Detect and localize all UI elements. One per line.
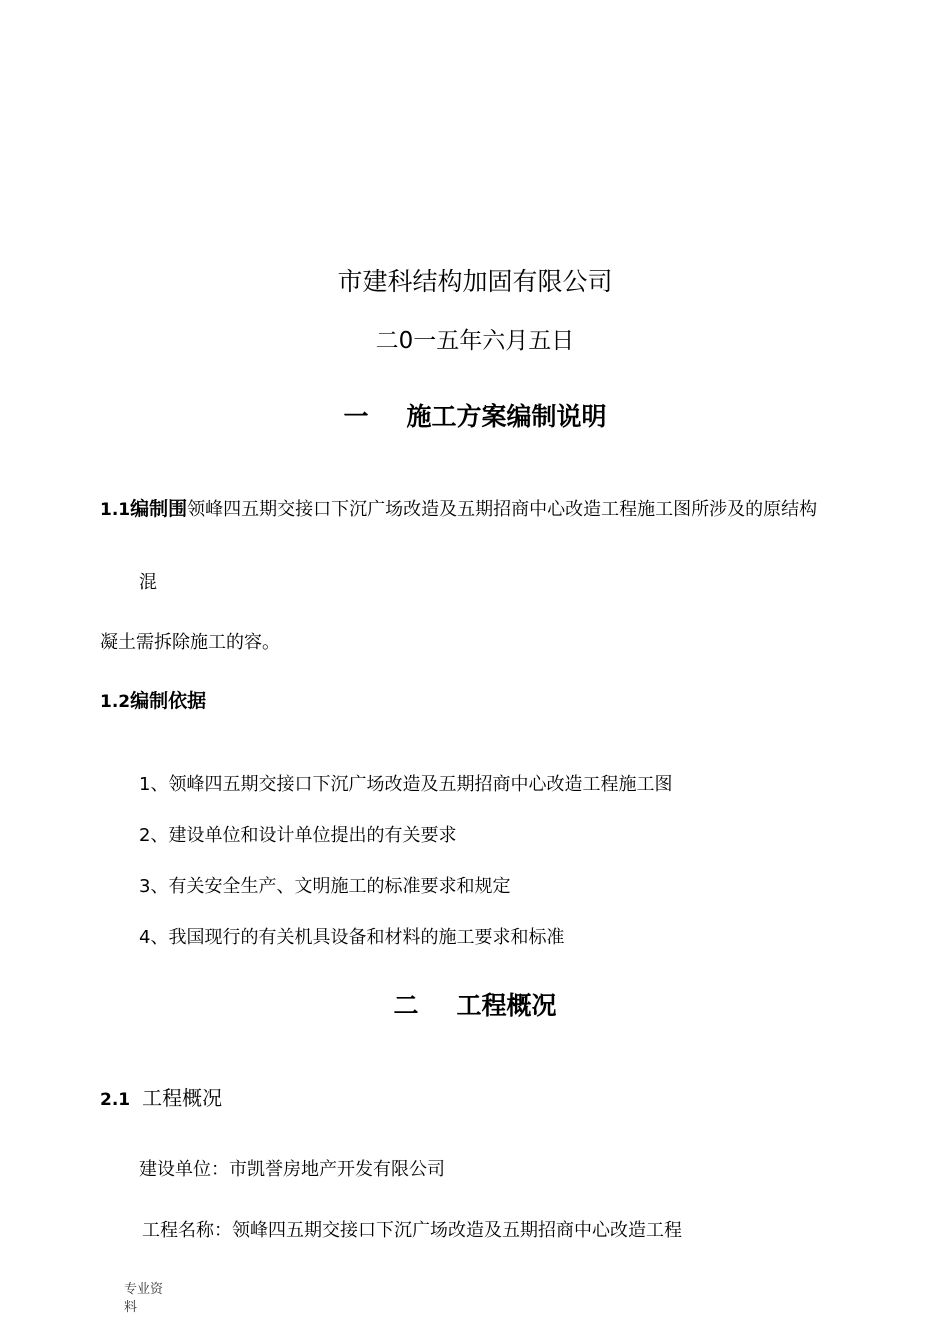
- project-name: 工程名称：领峰四五期交接口下沉广场改造及五期招商中心改造工程: [142, 1220, 682, 1241]
- footer-label-line-1: 专业资: [124, 1282, 164, 1297]
- basis-item-1: 1、领峰四五期交接口下沉广场改造及五期招商中心改造工程施工图: [139, 774, 673, 795]
- subsection-2-1: [100, 1082, 222, 1111]
- subsection-1-1-number: 1.1: [100, 500, 131, 520]
- basis-item-3: 3、有关安全生产、文明施工的标准要求和规定: [139, 876, 511, 897]
- section-2-title: 工程概况: [456, 991, 557, 1020]
- section-1-number: 一: [343, 402, 369, 431]
- construction-unit: 建设单位：市凯誉房地产开发有限公司: [139, 1159, 445, 1180]
- basis-item-2: 2、建设单位和设计单位提出的有关要求: [139, 825, 457, 846]
- basis-item-4: 4、我国现行的有关机具设备和材料的施工要求和标准: [139, 927, 565, 948]
- subsection-1-2: [100, 686, 206, 713]
- subsection-2-1-number: 2.1: [100, 1090, 131, 1110]
- section-2-heading: [0, 986, 950, 1022]
- subsection-1-1-text-3: 凝土需拆除施工的容。: [100, 632, 280, 653]
- section-1-heading: [0, 397, 950, 433]
- section-2-number: 二: [393, 991, 419, 1020]
- footer-label-line-2: 料: [124, 1300, 138, 1315]
- document-date: 二0一五年六月五日: [375, 328, 575, 354]
- subsection-1-2-label: 编制依据: [130, 690, 207, 712]
- subsection-2-1-label: 工程概况: [142, 1086, 223, 1110]
- company-name: 市建科结构加固有限公司: [337, 267, 613, 296]
- section-1-title: 施工方案编制说明: [406, 402, 607, 431]
- subsection-1-1-text: 领峰四五期交接口下沉广场改造及五期招商中心改造工程施工图所涉及的原结构: [187, 499, 818, 520]
- subsection-1-2-number: 1.2: [100, 692, 131, 712]
- subsection-1-1-text-2: 混: [139, 572, 157, 593]
- subsection-1-1: [100, 494, 817, 521]
- subsection-1-1-label: 编制围: [130, 498, 188, 520]
